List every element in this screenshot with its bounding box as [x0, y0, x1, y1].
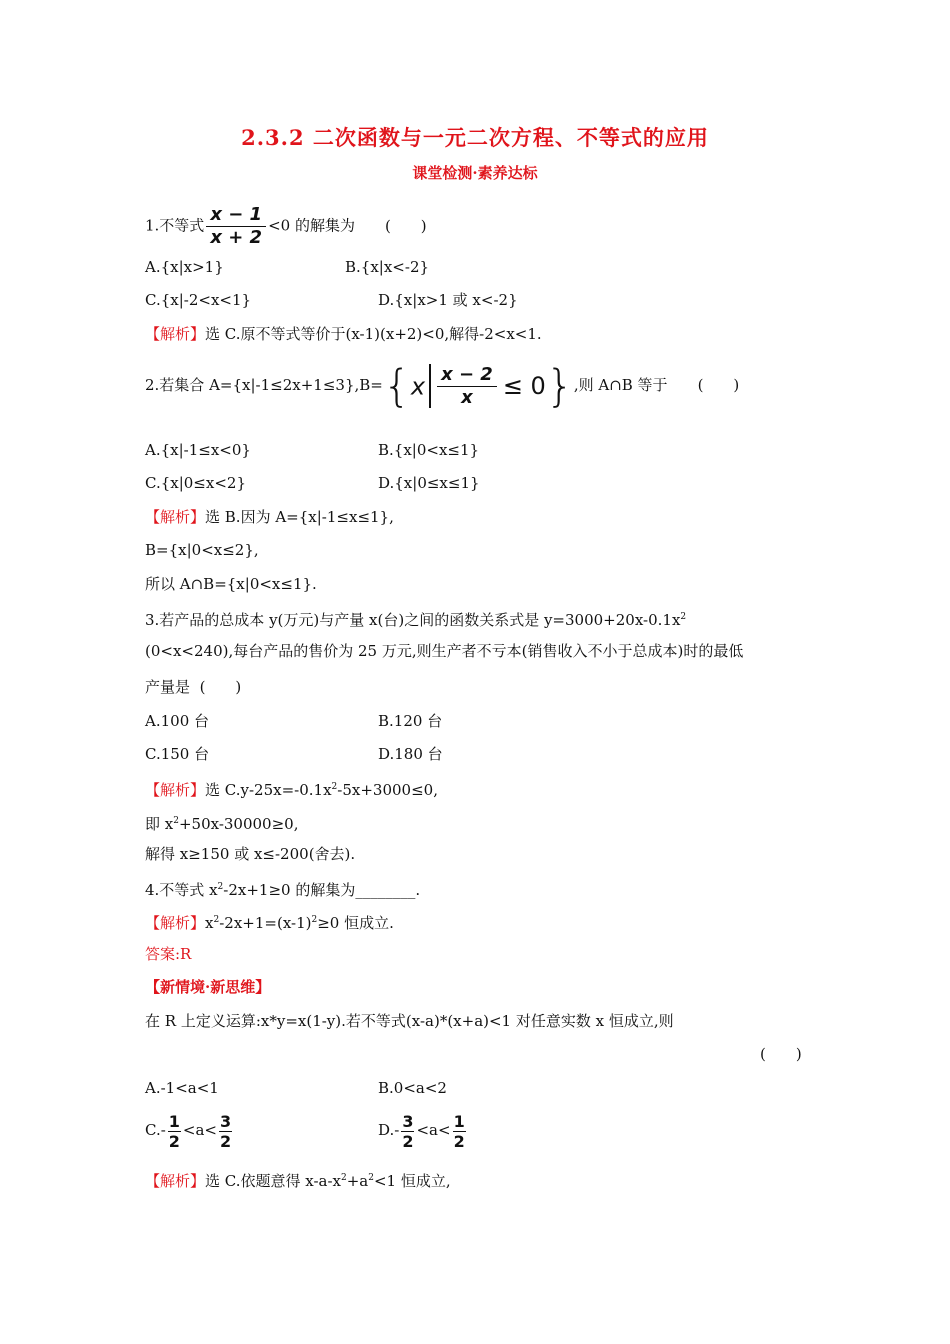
q1-analysis-tag: 【解析】: [145, 325, 206, 343]
q3-option-c: C.150 台: [145, 745, 210, 763]
q5-option-b: B.0<a<2: [378, 1079, 447, 1097]
q1-option-b: B.{x|x<-2}: [345, 258, 430, 276]
q5-stem: 在 R 上定义运算:x*y=x(1-y).若不等式(x-a)*(x+a)<1 对任意实数 x 恒成立,则: [145, 1012, 674, 1030]
q3-line1: 3.若产品的总成本 y(万元)与产量 x(台)之间的函数关系式是 y=3000+20x-0.1x: [145, 611, 681, 629]
q3-line3: 产量是: [145, 678, 191, 696]
q2-frac-den: x: [461, 386, 473, 408]
page-subtitle: 课堂检测·素养达标: [412, 164, 538, 182]
q1-option-c: C.{x|-2<x<1}: [145, 291, 252, 309]
q1-fraction: [206, 204, 266, 249]
q1-analysis: [145, 324, 542, 344]
q3-option-d: D.180 台: [378, 745, 443, 763]
q3-analysis-line2-sup: 2: [173, 816, 179, 826]
q3-stem-line3: [145, 677, 241, 697]
q3-analysis: [145, 777, 438, 800]
q2-analysis-tag: 【解析】: [145, 508, 206, 526]
q4-analysis: [145, 910, 394, 933]
q4-analysis-sup2: 2: [311, 915, 318, 925]
q3-stem-line1: [145, 607, 686, 630]
q3-analysis-a: 选 C.y-25x=-0.1x: [205, 781, 332, 799]
q2-stem: [145, 360, 739, 410]
q1-analysis-text: 选 C.原不等式等价于(x-1)(x+2)<0,解得-2<x<1.: [205, 325, 542, 343]
q3-analysis-line2-b: +50x-30000≥0,: [178, 815, 299, 833]
q3-analysis-line3: 解得 x≥150 或 x≤-200(舍去).: [145, 845, 356, 863]
page-title: 2.3.2 二次函数与一元二次方程、不等式的应用: [241, 125, 709, 150]
q5-analysis-b: +a: [346, 1172, 369, 1190]
q5-option-d-prefix: D.-: [378, 1121, 400, 1139]
q3-analysis-line2: [145, 811, 299, 834]
q5-option-c-frac1: [168, 1112, 181, 1151]
q2-analysis-text: 选 B.因为 A={x|-1≤x≤1},: [205, 508, 394, 526]
q1-option-d: D.{x|x>1 或 x<-2}: [378, 291, 518, 309]
q4-line-sup: 2: [217, 882, 224, 892]
q2-option-c: C.{x|0≤x<2}: [145, 474, 246, 492]
q5-c-f1-num: 1: [168, 1111, 180, 1131]
q4-line-b: -2x+1≥0 的解集为________.: [223, 881, 421, 899]
q1-prefix: 1.不等式: [145, 216, 205, 235]
q5-analysis-sup: 2: [341, 1173, 347, 1183]
q2-set-notation: [383, 361, 574, 412]
q5-option-c: [145, 1108, 234, 1152]
q5-option-c-frac2: [219, 1112, 232, 1151]
q5-option-a: A.-1<a<1: [145, 1079, 219, 1097]
q5-tag: 【新情境·新思维】: [145, 978, 271, 996]
q5-analysis: [145, 1168, 451, 1191]
q3-analysis-tag: 【解析】: [145, 781, 206, 799]
q1-frac-num: x − 1: [210, 204, 263, 225]
q4-stem: [145, 877, 420, 900]
q4-analysis-b: -2x+1=(x-1): [219, 914, 312, 932]
q2-set-close: }: [545, 360, 574, 412]
q1-option-a: A.{x|x>1}: [145, 258, 224, 276]
q2-set-rel: ≤ 0: [502, 372, 546, 401]
q2-analysis: [145, 507, 394, 527]
q5-analysis-sup2: 2: [368, 1173, 374, 1183]
q3-analysis-line2-a: 即 x: [145, 815, 174, 833]
q3-analysis-sup: 2: [331, 782, 338, 792]
q2-fraction: [437, 364, 497, 409]
q2-option-d: D.{x|0≤x≤1}: [378, 474, 480, 492]
q4-line-a: 4.不等式 x: [145, 881, 218, 899]
q3-line1-sup: 2: [680, 612, 687, 622]
q5-analysis-tag: 【解析】: [145, 1172, 206, 1190]
q5-option-c-mid: <a<: [182, 1121, 218, 1139]
q5-option-d-frac2: [453, 1112, 466, 1151]
q2-analysis-line2: B={x|0<x≤2},: [145, 541, 259, 559]
q4-answer: 答案:R: [145, 945, 192, 963]
q2-suffix: ,则 A∩B 等于: [573, 376, 668, 394]
q1-stem: [145, 204, 427, 249]
q2-answer-blank: ( ): [697, 376, 740, 394]
q5-c-f2-den: 2: [220, 1131, 232, 1151]
q4-analysis-tag: 【解析】: [145, 914, 206, 932]
q2-frac-num: x − 2: [441, 363, 493, 385]
q5-option-d: [378, 1108, 468, 1152]
q5-d-f1-den: 2: [402, 1131, 414, 1151]
q5-analysis-c: <1 恒成立,: [373, 1172, 451, 1190]
q1-answer-blank: ( ): [384, 216, 427, 235]
q5-option-c-prefix: C.-: [145, 1121, 166, 1139]
q2-option-a: A.{x|-1≤x<0}: [145, 441, 251, 459]
q2-set-var: x: [410, 372, 426, 401]
q5-d-f1-num: 3: [402, 1111, 414, 1131]
q2-option-b: B.{x|0<x≤1}: [378, 441, 480, 459]
q3-stem-line2: (0<x<240),每台产品的售价为 25 万元,则生产者不亏本(销售收入不小于总成本)时的最低: [145, 642, 744, 660]
q3-option-b: B.120 台: [378, 712, 443, 730]
q4-analysis-c: ≥0 恒成立.: [317, 914, 394, 932]
q5-d-f2-den: 2: [453, 1131, 465, 1151]
q5-d-f2-num: 1: [453, 1111, 465, 1131]
q2-set-open: {: [382, 360, 411, 412]
q5-c-f2-num: 3: [220, 1111, 232, 1131]
q5-answer-blank: ( ): [760, 1045, 802, 1063]
q1-frac-den: x + 2: [210, 227, 263, 248]
q1-suffix: <0 的解集为: [268, 216, 355, 235]
q2-analysis-line3: 所以 A∩B={x|0<x≤1}.: [145, 575, 317, 593]
q5-option-d-mid: <a<: [416, 1121, 451, 1139]
q5-option-d-frac1: [401, 1112, 414, 1151]
q5-c-f1-den: 2: [168, 1131, 180, 1151]
q4-analysis-a: x: [205, 914, 214, 932]
q3-option-a: A.100 台: [145, 712, 209, 730]
q5-analysis-a: 选 C.依题意得 x-a-x: [205, 1172, 341, 1190]
q3-analysis-b: -5x+3000≤0,: [337, 781, 438, 799]
q3-answer-blank: ( ): [199, 678, 242, 696]
q2-prefix: 2.若集合 A={x|-1≤2x+1≤3},B=: [145, 376, 383, 394]
q4-analysis-sup: 2: [213, 915, 220, 925]
